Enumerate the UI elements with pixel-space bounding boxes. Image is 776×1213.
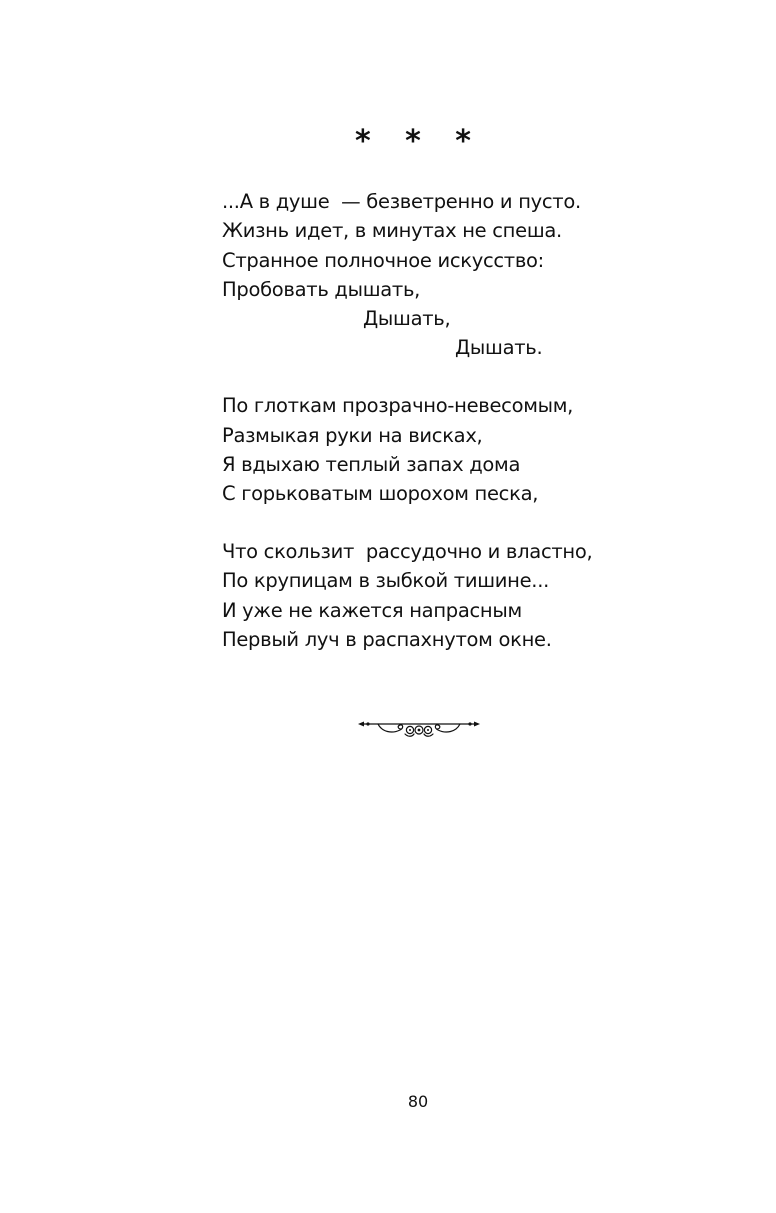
poem <box>222 187 682 654</box>
poem-line: Странное полночное искусство: <box>222 248 544 272</box>
poem-line: По крупицам в зыбкой тишине... <box>222 569 549 593</box>
poem-line: С горьковатым шорохом песка, <box>222 482 539 506</box>
poem-line: По глоткам прозрачно-невесомым, <box>222 394 574 418</box>
poem-line: Я вдыхаю теплый запах дома <box>222 452 521 476</box>
poem-line: ...А в душе — безветренно и пусто. <box>222 190 581 213</box>
poem-line: И уже не кажется напрасным <box>222 598 522 622</box>
poem-line: Размыкая руки на висках, <box>222 423 483 447</box>
stanza-gap <box>222 363 682 392</box>
page-number: 80 <box>407 1092 429 1111</box>
floral-divider-icon <box>356 714 482 744</box>
poem-line: Пробовать дышать, <box>222 277 421 301</box>
poem-line: Первый луч в распахнутом окне. <box>222 627 552 651</box>
poem-line-indented: Дышать. <box>455 336 543 360</box>
poem-line-indented: Дышать, <box>363 307 451 331</box>
stanza-2 <box>222 391 682 508</box>
stanza-3 <box>222 537 682 654</box>
stanza-1 <box>222 187 682 363</box>
poem-line: Что скользит рассудочно и властно, <box>222 539 593 563</box>
poem-line: Жизнь идет, в минутах не спеша. <box>222 219 562 243</box>
stanza-gap <box>222 508 682 537</box>
section-mark: * * * <box>355 124 483 159</box>
